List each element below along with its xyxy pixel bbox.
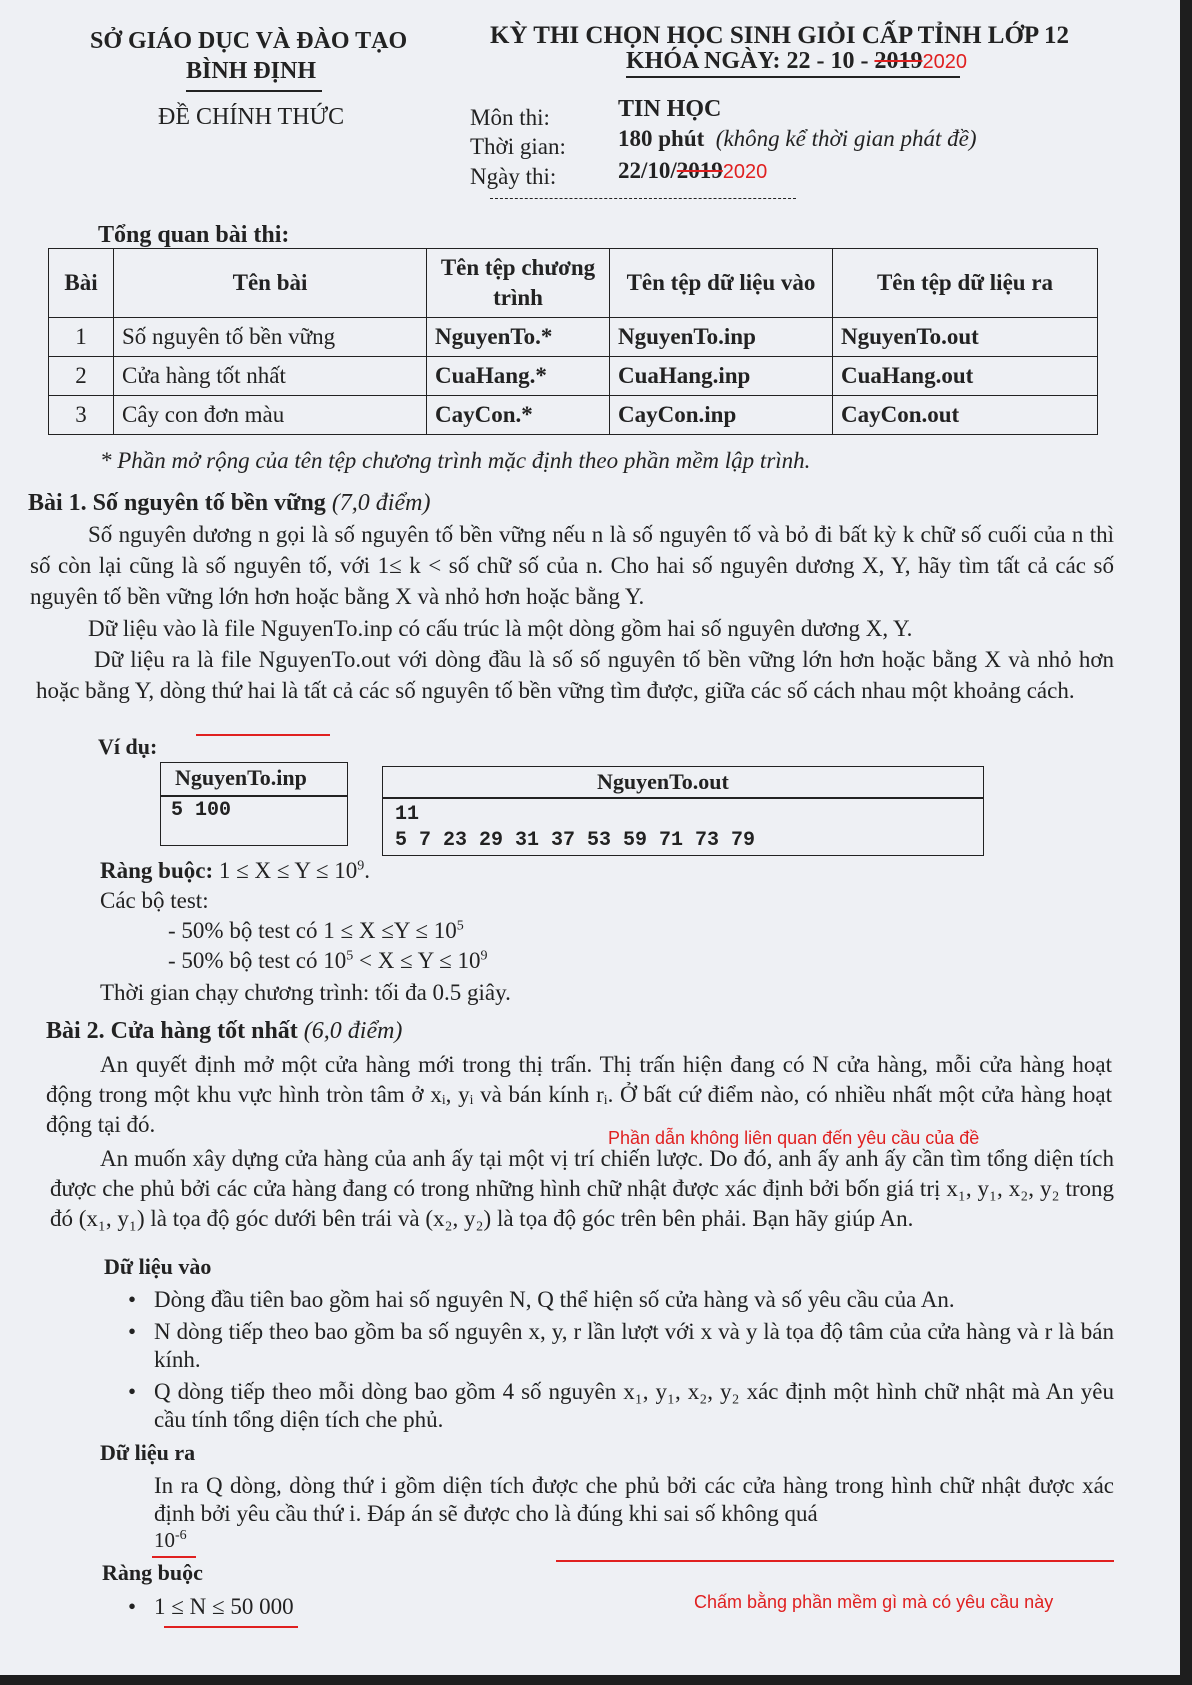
input-item: • N dòng tiếp theo bao gồm ba số nguyên x, y, r lần lượt với x và y là tọa độ tâm của cửa hàng và r là bán kính. <box>154 1318 1114 1374</box>
table-cell: Số nguyên tố bền vững <box>114 318 427 357</box>
table-cell: 2 <box>49 357 114 396</box>
example-label: Ví dụ: <box>98 734 158 759</box>
table-cell: CuaHang.out <box>833 357 1098 396</box>
problem1-input-desc: Dữ liệu vào là file NguyenTo.inp có cấu trúc là một dòng gồm hai số nguyên dương X, Y. <box>88 616 913 641</box>
exam-year-crossed: 2019 <box>874 48 923 74</box>
output-description: In ra Q dòng, dòng thứ i gồm diện tích được che phủ bởi các cửa hàng trong hình chữ nhật được xác định bởi yêu cầu thứ i. Đáp án sẽ được cho là đúng khi sai số không quá <box>154 1473 1114 1526</box>
example-output-box <box>382 766 984 856</box>
subject-value: TIN HỌC <box>618 96 722 122</box>
time-value: 180 phút (không kể thời gian phát đề) <box>618 126 977 151</box>
output-section-label: Dữ liệu ra <box>100 1440 196 1465</box>
exam-title: KỲ THI CHỌN HỌC SINH GIỎI CẤP TỈNH LỚP 12 <box>490 22 1070 49</box>
test-group-2: - 50% bộ test có $10^5 < X \le Y \le 10^9$ <box>168 948 488 973</box>
header-cell: Tên tệp dữ liệu ra <box>833 249 1098 318</box>
annotation-underline <box>196 734 330 736</box>
table-cell: 1 <box>49 318 114 357</box>
table-cell: CayCon.* <box>427 396 610 435</box>
table-cell: CayCon.out <box>833 396 1098 435</box>
table-row <box>49 396 1098 435</box>
date-value: 22/10/20192020 <box>618 158 768 183</box>
overview-header-row <box>49 249 1098 318</box>
province-name: BÌNH ĐỊNH <box>186 58 317 84</box>
table-cell: NguyenTo.inp <box>610 318 833 357</box>
problem2-constraint: • 1 ≤ N ≤ 50 000 <box>154 1594 294 1620</box>
exam-date-underline <box>626 76 960 78</box>
date-year-crossed: 2019 <box>676 158 723 183</box>
example-output-line1: 11 <box>395 803 420 826</box>
table-row <box>49 318 1098 357</box>
problem2-constraint-label: Ràng buộc <box>102 1560 203 1585</box>
header-cell: Tên bài <box>114 249 427 318</box>
output-tolerance: $10^{-6}$ <box>154 1528 187 1552</box>
annotation-note-irrelevant: Phần dẫn không liên quan đến yêu cầu của đề <box>608 1128 980 1148</box>
table-cell: Cửa hàng tốt nhất <box>114 357 427 396</box>
problem2-description: An quyết định mở một cửa hàng mới trong thị trấn. Thị trấn hiện đang có N cửa hàng, mỗi cửa hàng hoạt động trong một khu vực hình tròn tâm ở xᵢ, yᵢ và bán kính rᵢ. Ở bất cứ điểm nào, có nhiều nhất một cửa hàng hoạt động tại đó. <box>46 1052 1112 1137</box>
input-item: • Q dòng tiếp theo mỗi dòng bao gồm 4 số nguyên x₁, y₁, x₂, y₂ xác định một hình chữ nhật mà An yêu cầu tính tổng diện tích che phủ. <box>154 1378 1114 1434</box>
runtime-limit: Thời gian chạy chương trình: tối đa 0.5 giây. <box>100 980 511 1005</box>
problem1-constraint: Ràng buộc: $1 \le X \le Y \le 10^9$. <box>100 858 370 883</box>
overview-note: * Phần mở rộng của tên tệp chương trình mặc định theo phần mềm lập trình. <box>100 448 811 473</box>
annotation-underline <box>556 1560 1114 1562</box>
header-divider <box>186 90 322 92</box>
example-output-line2: 5 7 23 29 31 37 53 59 71 73 79 <box>395 829 756 852</box>
input-item: • Dòng đầu tiên bao gồm hai số nguyên N, Q thể hiện số cửa hàng và số yêu cầu của An. <box>154 1286 1114 1314</box>
problem2-title: Bài 2. Cửa hàng tốt nhất (6,0 điểm) <box>46 1018 403 1044</box>
header-cell: Tên tệp chương trình <box>427 249 610 318</box>
official-label: ĐỀ CHÍNH THỨC <box>158 104 345 130</box>
time-label: Thời gian: <box>470 134 566 159</box>
problem1-output-desc: Dữ liệu ra là file NguyenTo.out với dòng đầu là số số nguyên tố bền vững lớn hơn hoặc bằng X và nhỏ hơn hoặc bằng Y, dòng thứ hai là tất cả các số nguyên tố bền vững tìm được, giữa các số cách nhau một khoảng cách. <box>36 647 1114 703</box>
annotation-underline <box>152 1556 196 1558</box>
table-cell: CayCon.inp <box>610 396 833 435</box>
example-input-box <box>160 762 348 846</box>
table-row <box>49 357 1098 396</box>
header-dashed-rule <box>490 198 796 199</box>
test-group-1: - 50% bộ test có $1 \le X \le Y \le 10^5$ <box>168 918 464 943</box>
date-label: Ngày thi: <box>470 164 557 189</box>
header-cell: Tên tệp dữ liệu vào <box>610 249 833 318</box>
tests-label: Các bộ test: <box>100 888 209 913</box>
example-input-content: 5 100 <box>171 799 232 822</box>
header-cell: Bài <box>49 249 114 318</box>
example-divider <box>161 795 347 797</box>
table-cell: NguyenTo.* <box>427 318 610 357</box>
subject-label: Môn thi: <box>470 105 550 130</box>
table-cell: 3 <box>49 396 114 435</box>
example-divider <box>383 797 983 799</box>
annotation-note-grading: Chấm bằng phần mềm gì mà có yêu cầu này <box>694 1592 1054 1612</box>
input-section-label: Dữ liệu vào <box>104 1254 212 1279</box>
table-cell: CuaHang.inp <box>610 357 833 396</box>
problem1-title: Bài 1. Số nguyên tố bền vững (7,0 điểm) <box>28 490 431 516</box>
problem2-task: An muốn xây dựng cửa hàng của anh ấy tại một vị trí chiến lược. Do đó, anh ấy anh ấy cần tìm tổng diện tích được che phủ bởi các cửa hàng đang có trong những hình chữ nhật được xác định bởi bốn giá trị x₁, y₁, x₂, y₂ trong đó (x₁, y₁) là tọa độ góc dưới bên trái và (x₂, y₂) là tọa độ góc trên bên phải. Bạn hãy giúp An. <box>50 1146 1114 1231</box>
department-name: SỞ GIÁO DỤC VÀ ĐÀO TẠO <box>90 28 408 54</box>
example-input-title: NguyenTo.inp <box>175 765 307 790</box>
table-cell: CuaHang.* <box>427 357 610 396</box>
table-cell: NguyenTo.out <box>833 318 1098 357</box>
exam-date: KHÓA NGÀY: 22 - 10 - 20192020 <box>626 48 967 74</box>
overview-title: Tổng quan bài thi: <box>98 222 290 248</box>
problem1-description: Số nguyên dương n gọi là số nguyên tố bền vững nếu n là số nguyên tố và bỏ đi bất kỳ k chữ số cuối của n thì số còn lại cũng là số nguyên tố, với 1≤ k < số chữ số của n. Cho hai số nguyên dương X, Y, hãy tìm tất cả các số nguyên tố bền vững lớn hơn hoặc bằng X và nhỏ hơn hoặc bằng Y. <box>30 522 1114 609</box>
annotation-underline <box>164 1626 298 1628</box>
table-cell: Cây con đơn màu <box>114 396 427 435</box>
date-year-correction: 2020 <box>722 161 768 183</box>
example-output-title: NguyenTo.out <box>597 769 729 794</box>
overview-table <box>48 248 1098 435</box>
exam-year-correction: 2020 <box>922 51 967 73</box>
